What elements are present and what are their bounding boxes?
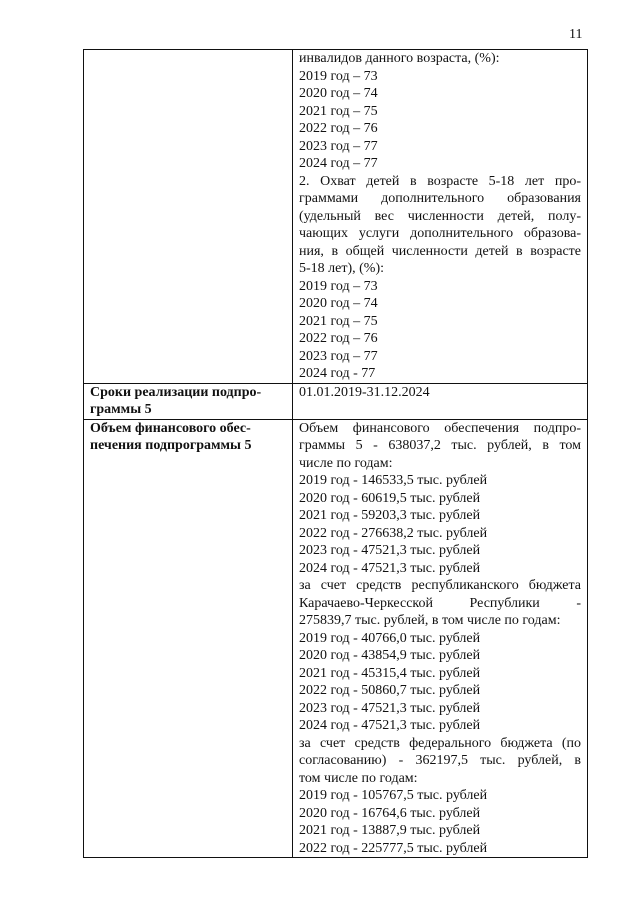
row-value-line: Карачаево-Черкесской Республики - — [299, 595, 581, 611]
row-value-line: 2024 год - 47521,3 тыс. рублей — [299, 718, 481, 733]
row-value-line: 2022 год – 76 — [299, 331, 378, 346]
row-value-line: том числе по годам: — [299, 770, 418, 786]
row-value-line: 2019 год - 105767,5 тыс. рублей — [299, 788, 488, 803]
row-label-cell — [84, 383, 293, 419]
table-row — [84, 383, 588, 419]
page-number: 11 — [569, 27, 583, 42]
row-value-line: 2019 год – 73 — [299, 68, 378, 84]
passport-table-body — [84, 50, 588, 858]
row-value-line: 2020 год - 16764,6 тыс. рублей — [299, 805, 481, 821]
row-value-line: 2024 год - 47521,3 тыс. рублей — [299, 560, 481, 576]
row-value-line: 2022 год - 50860,7 тыс. рублей — [299, 683, 481, 698]
row-value-line: 2020 год – 74 — [299, 86, 378, 101]
row-value-line: 2020 год – 74 — [299, 296, 378, 311]
table-row — [84, 50, 588, 384]
row-value-line: 2020 год - 60619,5 тыс. рублей — [299, 490, 481, 506]
row-value-line: граммами дополнительного образования — [299, 191, 581, 206]
row-value-cell — [293, 50, 588, 384]
row-value-line: согласованию) - 362197,5 тыс. рублей, в — [299, 753, 581, 768]
row-value-line: 2019 год – 73 — [299, 278, 378, 294]
row-label-cell — [84, 419, 293, 858]
row-value-line: 2021 год – 75 — [299, 313, 378, 329]
row-value-line: 2023 год - 47521,3 тыс. рублей — [299, 700, 481, 716]
row-label-line: печения подпрограммы 5 — [90, 438, 252, 453]
row-label-line: Объем финансового обес- — [90, 420, 251, 436]
row-value-line: 2021 год - 59203,3 тыс. рублей — [299, 508, 481, 523]
row-value-line: 2022 год - 225777,5 тыс. рублей — [299, 840, 488, 856]
row-value-line: (удельный вес численности детей, полу- — [299, 208, 581, 224]
table-row — [84, 419, 588, 858]
row-value-line: 2022 год – 76 — [299, 121, 378, 136]
row-value-line: 01.01.2019-31.12.2024 — [299, 384, 430, 400]
row-value-line: за счет средств федерального бюджета (по — [299, 735, 581, 751]
row-value-cell — [293, 419, 588, 858]
row-value-line: 2024 год - 77 — [299, 366, 376, 381]
row-value-line: граммы 5 - 638037,2 тыс. рублей, в том — [299, 438, 581, 453]
row-value-line: 2019 год - 40766,0 тыс. рублей — [299, 630, 481, 646]
row-value-line: 5-18 лет), (%): — [299, 261, 385, 276]
row-value-line: 2023 год – 77 — [299, 348, 378, 364]
program-passport-table — [83, 49, 588, 858]
row-value-line: Объем финансового обеспечения подпро- — [299, 420, 581, 436]
row-value-line: инвалидов данного возраста, (%): — [299, 51, 500, 66]
row-label-line: граммы 5 — [90, 402, 152, 417]
row-value-line: 275839,7 тыс. рублей, в том числе по годам: — [299, 613, 561, 628]
row-value-line: 2019 год - 146533,5 тыс. рублей — [299, 473, 488, 488]
row-value-line: 2. Охват детей в возрасте 5-18 лет про- — [299, 173, 581, 189]
row-label-cell — [84, 50, 293, 384]
row-value-line: ния, в общей численности детей в возрасте — [299, 243, 581, 259]
row-value-line: 2023 год - 47521,3 тыс. рублей — [299, 543, 481, 558]
row-value-line: 2021 год – 75 — [299, 103, 378, 119]
row-value-line: 2024 год – 77 — [299, 156, 378, 171]
row-value-line: 2023 год – 77 — [299, 138, 378, 154]
row-value-line: 2021 год - 13887,9 тыс. рублей — [299, 823, 481, 838]
row-label-line: Сроки реализации подпро- — [90, 384, 262, 400]
row-value-line: за счет средств республиканского бюджета — [299, 578, 581, 593]
row-value-line: 2022 год - 276638,2 тыс. рублей — [299, 525, 488, 541]
row-value-line: 2021 год - 45315,4 тыс. рублей — [299, 665, 481, 681]
row-value-line: 2020 год - 43854,9 тыс. рублей — [299, 648, 481, 663]
row-value-line: числе по годам: — [299, 455, 393, 471]
row-value-line: чающих услуги дополнительного образова- — [299, 226, 581, 241]
row-value-cell — [293, 383, 588, 419]
